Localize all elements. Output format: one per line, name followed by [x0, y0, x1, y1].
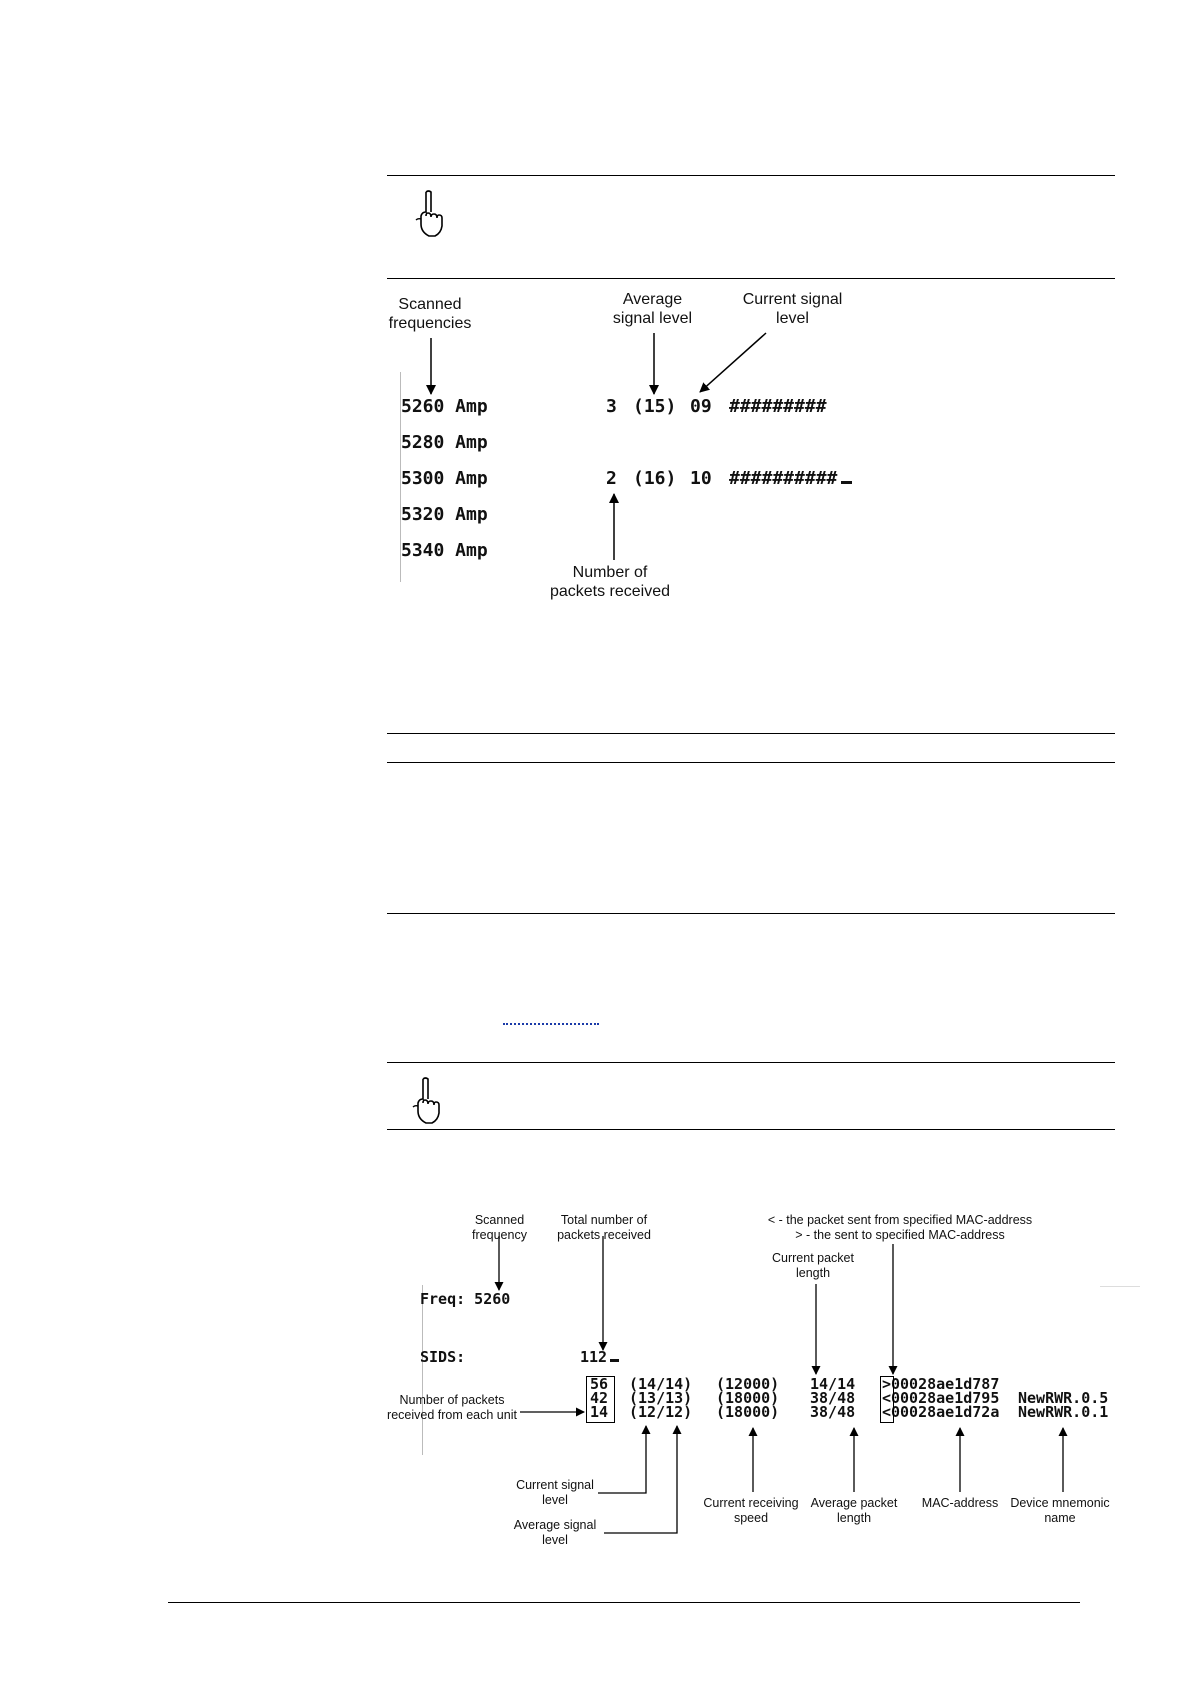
- mac-address: 00028ae1d787: [891, 1375, 1000, 1393]
- label-mac-address: MAC-address: [921, 1496, 999, 1510]
- label-device-mnemonic-name: Device mnemonic name: [1010, 1496, 1110, 1525]
- mac-address: 00028ae1d795: [891, 1389, 1000, 1407]
- label-packets-per-unit: Number of packets received from each unit: [387, 1393, 517, 1422]
- signal-bar: #########: [729, 396, 827, 417]
- scan-frequency: 5320 Amp: [401, 504, 488, 525]
- signal-level: (14/14): [629, 1375, 693, 1393]
- packet-length: 38/48: [810, 1403, 856, 1421]
- scan-frequency: 5260 Amp: [401, 396, 488, 417]
- label-total-packets: Total number of packets received: [557, 1213, 651, 1242]
- average-signal: (15): [633, 396, 677, 417]
- direction-marker: >: [882, 1375, 892, 1393]
- label-average-signal-level: Average signal level: [612, 291, 693, 327]
- direction-marker: <: [882, 1403, 892, 1421]
- label-current-signal-level: Current signal level: [516, 1478, 594, 1507]
- label-direction-to: > - the sent to specified MAC-address: [795, 1228, 1005, 1242]
- label-average-signal-level: Average signal level: [513, 1518, 597, 1547]
- freq-line: Freq: 5260: [420, 1290, 511, 1308]
- label-current-receiving-speed: Current receiving speed: [703, 1496, 799, 1525]
- label-scanned-frequency: Scanned frequency: [472, 1213, 527, 1242]
- arrow-average-signal-level: [604, 1426, 677, 1533]
- arrow-current-signal-level: [598, 1426, 646, 1493]
- unit-packet-count: 56: [590, 1375, 609, 1393]
- sids-count: 112: [580, 1348, 608, 1366]
- average-signal: (16): [633, 468, 677, 489]
- device-name: NewRWR.0.5: [1018, 1389, 1109, 1407]
- label-scanned-frequencies: Scanned frequencies: [388, 296, 472, 332]
- label-number-of-packets: Number of packets received: [549, 564, 671, 600]
- mac-address: 00028ae1d72a: [891, 1403, 1000, 1421]
- receiving-speed: (18000): [716, 1403, 780, 1421]
- current-signal: 09: [690, 396, 712, 417]
- sids-label: SIDS:: [420, 1348, 466, 1366]
- label-average-packet-length: Average packet length: [810, 1496, 898, 1525]
- scan-frequency: 5340 Amp: [401, 540, 488, 561]
- packet-count: 2: [606, 468, 617, 489]
- receiving-speed: (12000): [716, 1375, 780, 1393]
- label-direction-from: < - the packet sent from specified MAC-address: [767, 1213, 1033, 1227]
- label-current-signal-level: Current signal level: [742, 291, 843, 327]
- scan-frequency: 5300 Amp: [401, 468, 488, 489]
- device-name: NewRWR.0.1: [1018, 1403, 1109, 1421]
- packet-length: 38/48: [810, 1389, 856, 1407]
- signal-level: (13/13): [629, 1389, 693, 1407]
- packet-length: 14/14: [810, 1375, 856, 1393]
- unit-packet-count: 42: [590, 1389, 609, 1407]
- scan-frequency: 5280 Amp: [401, 432, 488, 453]
- label-current-packet-length: Current packet length: [772, 1251, 854, 1280]
- current-signal: 10: [690, 468, 712, 489]
- signal-bar: ##########: [729, 468, 838, 489]
- direction-marker: <: [882, 1389, 892, 1407]
- packet-count: 3: [606, 396, 617, 417]
- signal-level: (12/12): [629, 1403, 693, 1421]
- receiving-speed: (18000): [716, 1389, 780, 1407]
- unit-packet-count: 14: [590, 1403, 609, 1421]
